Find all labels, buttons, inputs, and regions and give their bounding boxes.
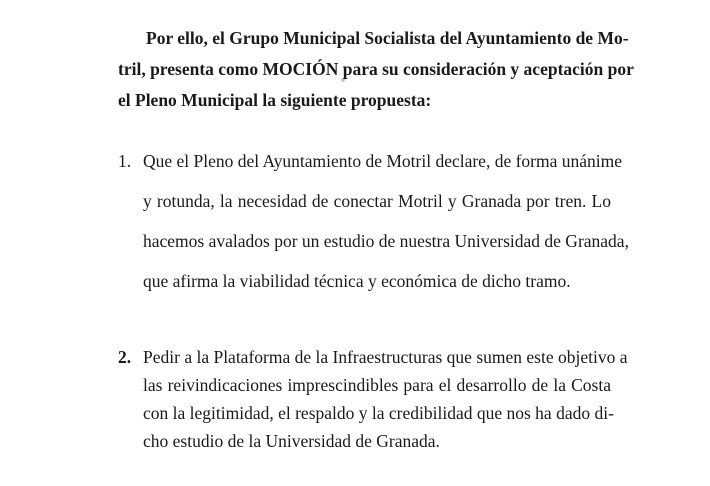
item-text — [143, 150, 629, 310]
item-line: Pedir a la Plataforma de la Infraestructuras que sumen este objetivo a — [143, 347, 628, 367]
item-number: 2. — [118, 347, 132, 367]
item-line: que afirma la viabilidad técnica y económica de dicho tramo. — [143, 271, 571, 291]
item-line: Que el Pleno del Ayuntamiento de Motril declare, de forma unánime — [143, 151, 623, 171]
intro-line: Por ello, el Grupo Municipal Socialista del Ayuntamiento de Mo- — [146, 28, 629, 48]
intro-line: el Pleno Municipal la siguiente propuesta: — [118, 90, 432, 110]
item-line: cho estudio de la Universidad de Granada. — [143, 431, 440, 451]
intro-line: tril, presenta como MOCIÓN para su consideración y aceptación por — [118, 59, 634, 79]
item-line: con la legitimidad, el respaldo y la credibilidad que nos ha dado di- — [143, 403, 614, 423]
item-line: hacemos avalados por un estudio de nuestra Universidad de Granada, — [143, 231, 629, 251]
intro-paragraph — [118, 23, 634, 116]
item-line: las reivindicaciones imprescindibles para el desarrollo de la Costa — [143, 375, 611, 395]
item-number: 1. — [118, 151, 132, 171]
item-text — [143, 346, 628, 458]
item-line: y rotunda, la necesidad de conectar Motril y Granada por tren. Lo — [143, 191, 611, 211]
